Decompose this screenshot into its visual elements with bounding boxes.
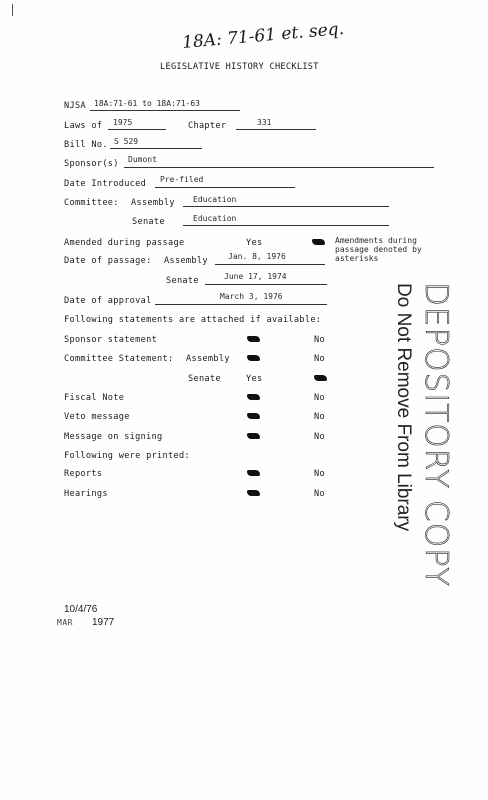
passage-senate-underline: [205, 284, 327, 285]
message-on-signing-label: Message on signing: [64, 432, 163, 442]
bill-no-value: S 529: [114, 137, 139, 146]
committee-assembly-value: Education: [193, 195, 237, 204]
checkmark-blot: [247, 433, 260, 439]
passage-senate-value: June 17, 1974: [224, 272, 287, 281]
passage-assembly-label: Assembly: [164, 256, 208, 266]
amended-note-line3: asterisks: [335, 254, 379, 263]
checkmark-blot: [247, 355, 260, 361]
bill-no-underline: [110, 148, 202, 149]
checkmark-blot: [247, 490, 260, 496]
fiscal-note-label: Fiscal Note: [64, 393, 125, 403]
amended-label: Amended during passage: [64, 238, 185, 248]
attached-heading: Following statements are attached if available:: [64, 315, 322, 325]
checkmark-blot: [247, 470, 260, 476]
date-introduced-label: Date Introduced: [64, 179, 147, 189]
committee-assembly-label: Assembly: [131, 198, 175, 208]
amended-note-line1: Amendments during: [335, 236, 417, 245]
committee-statement-assembly-no: No: [314, 354, 325, 364]
committee-statement-assembly-label: Assembly: [186, 354, 230, 364]
footer-month: MAR: [57, 618, 73, 627]
date-introduced-value: Pre-filed: [160, 175, 204, 184]
hearings-label: Hearings: [64, 489, 108, 499]
passage-senate-label: Senate: [166, 276, 199, 286]
bill-no-label: Bill No.: [64, 140, 108, 150]
fiscal-note-no: No: [314, 393, 325, 403]
message-on-signing-no: No: [314, 432, 325, 442]
passage-assembly-underline: [215, 264, 325, 265]
scan-mark: [12, 4, 13, 16]
checkmark-blot: [312, 239, 325, 245]
sponsor-label: Sponsor(s): [64, 159, 119, 169]
njsa-label: NJSA: [64, 101, 86, 111]
laws-of-value: 1975: [113, 118, 133, 127]
footer-year: 1977: [92, 617, 115, 628]
sponsor-statement-label: Sponsor statement: [64, 335, 158, 345]
committee-senate-label: Senate: [132, 217, 165, 227]
printed-heading: Following were printed:: [64, 451, 190, 461]
date-introduced-underline: [155, 187, 295, 188]
checkmark-blot: [247, 336, 260, 342]
hearings-no: No: [314, 489, 325, 499]
chapter-underline: [236, 129, 316, 130]
do-not-remove-stamp: Do Not Remove From Library: [393, 283, 414, 532]
committee-senate-value: Education: [193, 214, 237, 223]
chapter-label: Chapter: [188, 121, 227, 131]
reports-label: Reports: [64, 469, 103, 479]
date-of-approval-underline: [155, 304, 327, 305]
date-of-approval-label: Date of approval: [64, 296, 152, 306]
committee-statement-senate-label: Senate: [188, 374, 221, 384]
committee-senate-underline: [183, 225, 389, 226]
laws-of-label: Laws of: [64, 121, 103, 131]
footer-date: 10/4/76: [64, 604, 98, 615]
checkmark-blot: [247, 413, 260, 419]
checkmark-blot: [247, 394, 260, 400]
depository-copy-stamp: DEPOSITORY COPY: [418, 282, 454, 588]
njsa-value: 18A:71-61 to 18A:71-63: [94, 99, 200, 108]
committee-assembly-underline: [183, 206, 389, 207]
checkmark-blot: [314, 375, 327, 381]
amended-value: Yes: [246, 238, 263, 248]
passage-assembly-value: Jan. 8, 1976: [228, 252, 286, 261]
committee-statement-senate-yes: Yes: [246, 374, 263, 384]
njsa-underline: [90, 110, 240, 111]
date-of-approval-value: March 3, 1976: [220, 292, 283, 301]
date-of-passage-label: Date of passage:: [64, 256, 152, 266]
reports-no: No: [314, 469, 325, 479]
page-title: LEGISLATIVE HISTORY CHECKLIST: [160, 62, 319, 72]
sponsor-value: Dumont: [128, 155, 157, 164]
committee-label: Committee:: [64, 198, 119, 208]
committee-statement-label: Committee Statement:: [64, 354, 174, 364]
laws-of-underline: [108, 129, 166, 130]
handwritten-title: 18A: 71-61 et. seq.: [181, 18, 345, 54]
sponsor-underline: [124, 167, 434, 168]
veto-message-label: Veto message: [64, 412, 130, 422]
amended-note-line2: passage denoted by: [335, 245, 422, 254]
chapter-value: 331: [257, 118, 272, 127]
sponsor-statement-no: No: [314, 335, 325, 345]
veto-message-no: No: [314, 412, 325, 422]
